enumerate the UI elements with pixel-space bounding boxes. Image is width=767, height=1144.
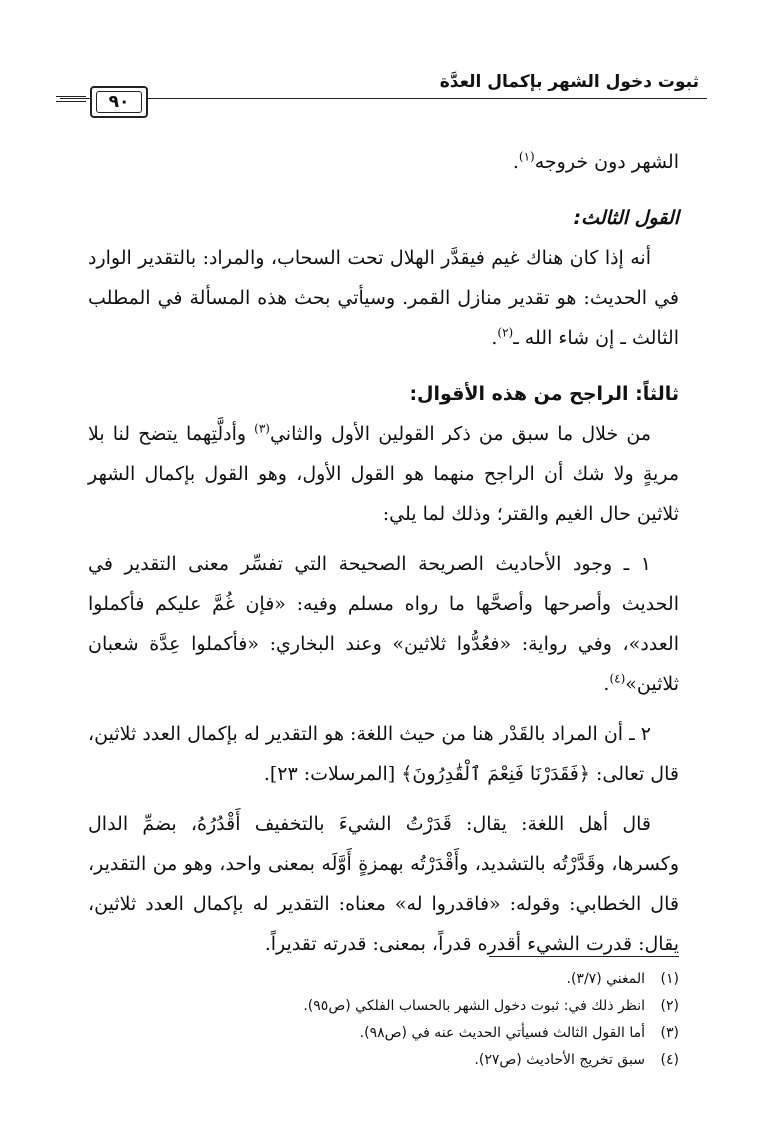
page-number-frame [90,86,148,118]
paragraph [88,238,679,358]
list-item: ٢ ـ أن المراد بالقَدْر هنا من حيث اللغة: هو التقدير له بإكمال العدد ثلاثين، قال تعالى: ﴿فَقَدَرْنَا فَنِعْمَ ٱلْقَٰدِرُونَ﴾ [المرسلات: ٢٣]. [88,723,679,785]
text-run: . [603,673,610,695]
footnote-number: (٤) [660,1052,679,1068]
footnote [88,1047,679,1074]
paragraph-continued [88,142,679,182]
text-run: وأدلَّتِهما يتضح لنا بلا مريةٍ ولا شك أن الراجح منهما هو القول الأول، وهو القول بإكمال الشهر ثلاثين حال الغيم والقتر؛ وذلك لما يلي: [88,423,679,525]
list-item [88,544,679,704]
paragraph [88,414,679,534]
footnotes [88,966,679,1074]
page-number: ٩٠ [96,91,142,113]
main-text [88,142,679,964]
text-run: من خلال ما سبق من ذكر القولين الأول والثاني [269,423,651,445]
section-heading: ثالثاً: الراجح من هذه الأقوال: [409,383,679,405]
footnote [88,1020,679,1047]
text-run: أنه إذا كان هناك غيم فيقدَّر الهلال تحت السحاب، والمراد: بالتقدير الوارد في الحديث: هو تقدير منازل القمر. وسيأتي بحث هذه المسألة في المطلب الثالث ـ إن شاء الله ـ [88,247,679,349]
footnote-text: انظر ذلك في: ثبوت دخول الشهر بالحساب الفلكي (ص٩٥). [303,998,645,1014]
text-run: . [491,327,498,349]
running-title: ثبوت دخول الشهر بإكمال العدَّة [439,72,699,92]
footnote [88,993,679,1020]
footnote-text: سبق تخريج الأحاديث (ص٢٧). [474,1052,645,1068]
footnote-text: المغني (٣/٧). [566,971,645,987]
footnote-ref: (٣) [254,421,270,436]
paragraph: قال أهل اللغة: يقال: قَدَرْتُ الشيءَ بالتخفيف أَقْدُرُهُ، بضمِّ الدال وكسرها، وقَدَّرْتُه بالتشديد، وأَقْدَرْتُه بهمزةٍ أَوَّلَه بمعنى واحد، وهو من التقدير، قال الخطابي: وقوله: «فاقدروا له» معناه: التقدير له بإكمال العدد ثلاثين، يقال: قدرت الشيء أقدره قدراً، بمعنى: قدرته تقديراً. [88,813,679,955]
header-ornament-line [56,101,86,102]
footnote-number: (١) [660,971,679,987]
page-header [60,66,707,122]
header-ornament-line [56,96,86,97]
footnote-ref: (١) [518,149,535,164]
text-run: ١ ـ وجود الأحاديث الصريحة الصحيحة التي تفسِّر معنى التقدير في الحديث وأصرحها وأصحَّها ما رواه مسلم وفيه: «فإن غُمَّ عليكم فأكملوا العدد»، وفي رواية: «فعُدُّوا ثلاثين» وعند البخاري: «فأكملوا عِدَّة شعبان ثلاثين» [88,553,679,695]
text-run: الشهر دون خروجه [534,151,679,173]
footnote-number: (٣) [660,1025,679,1041]
section-heading: القول الثالث: [573,207,679,229]
footnote-number: (٢) [660,998,679,1014]
header-rule [60,98,707,99]
text-run: . [512,151,519,173]
footnote-text: أما القول الثالث فسيأتي الحديث عنه في (ص٩٨). [359,1025,645,1041]
footnote-ref: (٤) [609,671,626,686]
footnote [88,966,679,993]
footnote-separator [489,956,679,957]
footnote-ref: (٢) [497,325,514,340]
